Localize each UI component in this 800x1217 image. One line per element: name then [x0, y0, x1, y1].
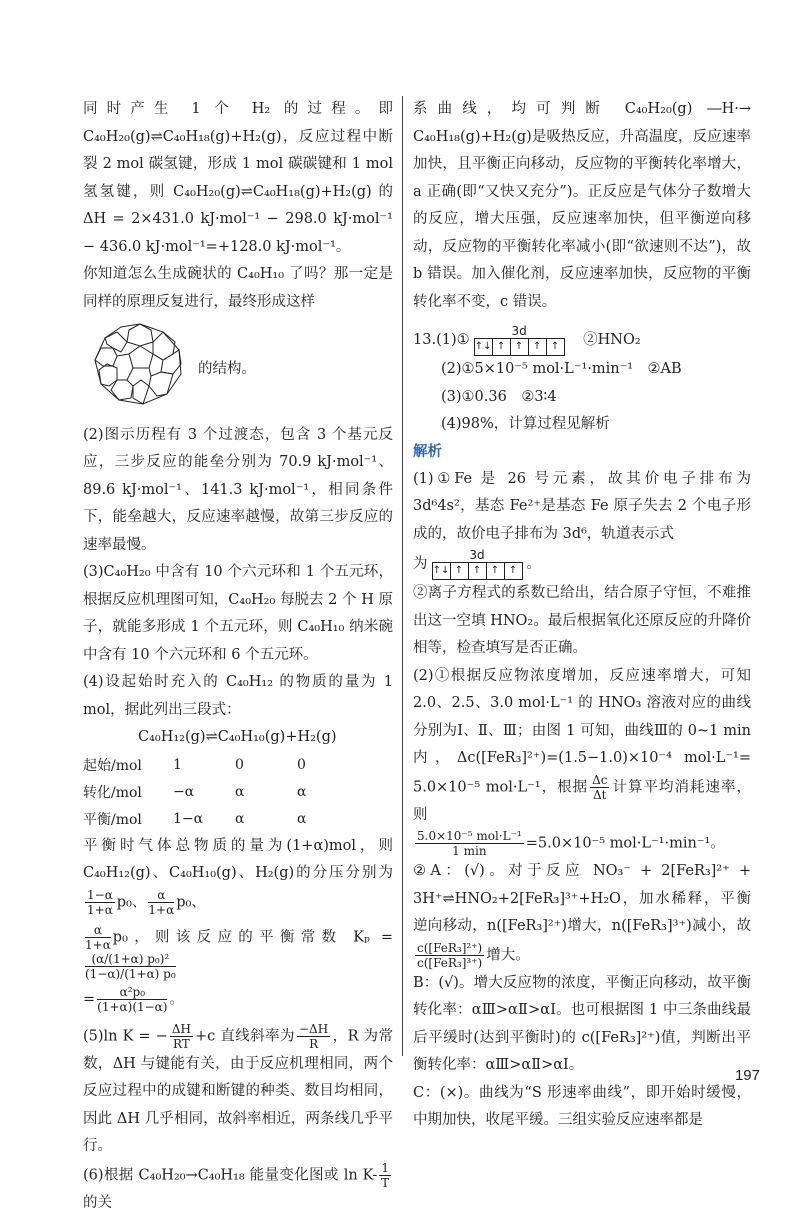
- fraction: [85, 923, 111, 952]
- left-paragraph-7: [83, 923, 393, 981]
- period: 。: [169, 991, 184, 1007]
- option-a-text: ②A：(√)。对于反应 NO₃⁻ + 2[FeR₃]²⁺ + 3H⁺⇌HNO₂+2[FeR₃]³⁺+H₂O，加水稀释，平衡逆向移动，n([FeR₃]²⁺)增大，n([FeR₃]³⁺)减小，故: [413, 863, 751, 934]
- rate-text-2: 计算平均消耗速率，则: [413, 779, 751, 823]
- fraction: [297, 1022, 330, 1051]
- fraction: [148, 888, 174, 917]
- orbital-box: ↑: [547, 339, 564, 355]
- orbital-box: ↑↓: [433, 563, 451, 579]
- cell: α: [297, 779, 359, 806]
- fraction: [415, 941, 484, 970]
- kp-text: p₀，则该反应的平衡常数 Kₚ =: [113, 929, 393, 945]
- sub-answer-label: (1)①: [436, 332, 470, 348]
- numerator: 1−α: [85, 888, 115, 903]
- hno2-answer: ②HNO₂: [583, 332, 641, 348]
- denominator: 1 min: [415, 844, 524, 858]
- denominator: 1+α: [148, 903, 174, 917]
- fraction: [85, 888, 115, 917]
- cell: 0: [297, 752, 359, 779]
- option-a-end: 增大。: [486, 947, 530, 963]
- denominator: (1+α)(1−α): [97, 1000, 167, 1014]
- left-paragraph-2-text: 你知道怎么生成碗状的 C₄₀H₁₀ 了吗？那一定是同样的原理反复进行，最终形成这样: [83, 266, 393, 310]
- left-paragraph-2: [83, 261, 393, 422]
- numerator: −ΔH: [297, 1022, 330, 1037]
- cell: −α: [173, 779, 235, 806]
- question-13-part-3: (3)①0.36 ②3∶4: [413, 384, 751, 412]
- left-paragraph-9: [83, 1022, 393, 1161]
- orbital-box: ↑: [511, 339, 529, 355]
- numerator: 1: [379, 1161, 391, 1176]
- orbital-diagram: [432, 548, 523, 580]
- cell: 0: [235, 752, 297, 779]
- orbital-box: ↑: [451, 563, 469, 579]
- analysis-paragraph-6: B：(√)。增大反应物的浓度，平衡正向移动，故平衡转化率：αⅢ>αⅡ>αⅠ。也可根据图 1 中三条曲线最后平缓时(达到平衡时)的 c([FeR₃]²⁺)值，判断出平衡转化率：αⅢ>αⅡ>αⅠ。: [413, 970, 751, 1080]
- left-paragraph-5: (4)设起始时充入的 C₄₀H₁₂ 的物质的量为 1 mol，据此列出三段式：: [83, 669, 393, 724]
- right-column: [413, 96, 751, 1135]
- question-13-part-1: [413, 324, 751, 356]
- analysis-paragraph-1: (1)①Fe 是 26 号元素，故其价电子排布为 3d⁶4s²，基态 Fe²⁺是基态 Fe 原子失去 2 个电子形成的，故价电子排布为 3d⁶，轨道表示式: [413, 466, 751, 549]
- partial-pressure-text: 平衡时气体总物质的量为(1+α)mol，则 C₄₀H₁₂(g)、C₄₀H₁₀(g)、H₂(g)的分压分别为: [83, 838, 393, 882]
- right-paragraph-1: 系曲线，均可判断 C₄₀H₂₀(g) ―H·→ C₄₀H₁₈(g)+H₂(g)是吸热反应，升高温度，反应速率加快，且平衡正向移动，反应物的平衡转化率增大，a 正确(即“又快又充分”)。正反应是气体分子数增大的反应，增大压强，反应速率加快，但平衡逆向移动，反应物的平衡转化率减小(即“欲速则不达”)，故 b 错误。加入催化剂，反应速率加快，反应物的平衡转化率不变，c 错误。: [413, 96, 751, 316]
- denominator: 1+α: [85, 938, 111, 952]
- analysis-paragraph-3: [413, 663, 751, 830]
- orbital-box: ↑: [487, 563, 505, 579]
- numerator: 5.0×10⁻⁵ mol·L⁻¹: [415, 829, 524, 844]
- row-label: 转化/mol: [83, 779, 173, 806]
- kp-fraction: [85, 952, 176, 981]
- orbital-box: ↑↓: [475, 339, 493, 355]
- denominator: R: [297, 1037, 330, 1051]
- continuation-text: 的关: [83, 1195, 112, 1211]
- rate-text: (2)①根据反应物浓度增加，反应速率增大，可知 2.0、2.5、3.0 mol·L⁻¹ 的 HNO₃ 溶液对应的曲线分别为Ⅰ、Ⅱ、Ⅲ；由图 1 可知，曲线Ⅲ的 0~1 min 内，Δc([FeR₃]²⁺)=(1.5−1.0)×10⁻⁴ mol·L⁻¹= 5.0×10⁻⁵ mol·L⁻¹，根据: [413, 668, 751, 796]
- result-fraction: [97, 985, 167, 1014]
- row-label: 平衡/mol: [83, 806, 173, 833]
- numerator: (α/(1+α) p₀)²: [85, 952, 176, 967]
- left-paragraph-4: (3)C₄₀H₂₀ 中含有 10 个六元环和 1 个五元环，根据反应机理图可知，C₄₀H₂₀ 每脱去 2 个 H 原子，就能多形成 1 个五元环，则 C₄₀H₁₀ 纳米碗中含有 10 个六元环和 6 个五元环。: [83, 559, 393, 669]
- left-paragraph-2-tail: 的结构。: [198, 361, 256, 377]
- fraction: [379, 1161, 391, 1190]
- rate-result: =5.0×10⁻⁵ mol·L⁻¹·min⁻¹。: [526, 836, 725, 852]
- left-column: [83, 96, 393, 1217]
- analysis-paragraph-2: ②离子方程式的系数已给出，结合原子守恒，不难推出这一空填 HNO₂。最后根据氧化还原反应的升降价相等，检查填写是否正确。: [413, 580, 751, 663]
- lnk-text: (5)ln K = −: [83, 1028, 168, 1044]
- numerator: ΔH: [170, 1022, 193, 1037]
- table-row: [83, 752, 359, 779]
- equilibrium-equation: C₄₀H₁₂(g)⇌C₄₀H₁₀(g)+H₂(g): [83, 724, 393, 752]
- cell: α: [235, 779, 297, 806]
- analysis-paragraph-4: [413, 829, 751, 858]
- p0-text: p₀、: [176, 894, 206, 910]
- numerator: α: [148, 888, 174, 903]
- analysis-paragraph-7: C：(×)。曲线为“S 形速率曲线”，即开始时缓慢，中期加快，收尾平缓。三组实验反应速率都是: [413, 1080, 751, 1135]
- left-paragraph-3: (2)图示历程有 3 个过渡态，包含 3 个基元反应，三步反应的能垒分别为 70.9 kJ·mol⁻¹、89.6 kJ·mol⁻¹、141.3 kJ·mol⁻¹，相同条件下，能垒越大，反应速率越慢，故第三步反应的速率最慢。: [83, 422, 393, 560]
- three-stage-table: [83, 752, 359, 833]
- analysis-paragraph-5: [413, 858, 751, 970]
- question-number: 13.: [413, 332, 436, 348]
- fraction: [415, 829, 524, 858]
- left-paragraph-10: [83, 1161, 393, 1217]
- cell: 1: [173, 752, 235, 779]
- denominator: T: [379, 1176, 391, 1190]
- denominator: (1−α)/(1+α) p₀: [85, 967, 176, 981]
- left-paragraph-1: 同时产生 1 个 H₂ 的过程。即 C₄₀H₂₀(g)⇌C₄₀H₁₈(g)+H₂(g)，反应过程中断裂 2 mol 碳氢键，形成 1 mol 碳碳键和 1 mol 氢氢键，则 C₄₀H₂₀(g)⇌C₄₀H₁₈(g)+H₂(g) 的 ΔH = 2×431.0 kJ·mol⁻¹ − 298.0 kJ·mol⁻¹ − 436.0 kJ·mol⁻¹=+128.0 kJ·mol⁻¹。: [83, 96, 393, 261]
- orbital-box: ↑: [505, 563, 522, 579]
- page-number: 197: [735, 1067, 760, 1084]
- numerator: α²p₀: [97, 985, 167, 1000]
- question-13-part-4: (4)98%，计算过程见解析: [413, 411, 751, 439]
- cell: α: [297, 806, 359, 833]
- cell: 1−α: [173, 806, 235, 833]
- denominator: Δt: [590, 788, 609, 802]
- numerator: α: [85, 923, 111, 938]
- slope-explanation: ，R 为常数，ΔH 与键能有关，由于反应机理相同，两个反应过程中的成键和断键的种类、数目均相同，因此 ΔH 几乎相同，故斜率相近，两条线几乎平行。: [83, 1028, 393, 1154]
- denominator: RT: [170, 1037, 193, 1051]
- prefix-text: 为: [413, 556, 428, 572]
- equals-sign: =: [83, 991, 95, 1007]
- orbital-label: 3d: [474, 324, 565, 338]
- orbital-label: 3d: [432, 548, 523, 562]
- denominator: 1+α: [85, 903, 115, 917]
- orbital-box: ↑: [493, 339, 511, 355]
- row-label: 起始/mol: [83, 752, 173, 779]
- orbital-diagram: [474, 324, 565, 356]
- fraction: [590, 773, 609, 802]
- orbital-box: ↑: [529, 339, 547, 355]
- analysis-heading: 解析: [413, 439, 751, 466]
- fraction: [170, 1022, 193, 1051]
- column-divider: [402, 96, 403, 1056]
- table-row: [83, 779, 359, 806]
- energy-change-text: (6)根据 C₄₀H₂₀→C₄₀H₁₈ 能量变化图或 ln K-: [83, 1167, 377, 1183]
- p0-text: p₀、: [117, 894, 147, 910]
- cell: α: [235, 806, 297, 833]
- orbital-box: ↑: [469, 563, 487, 579]
- denominator: c([FeR₃]³⁺): [415, 956, 484, 970]
- slope-text: +c 直线斜率为: [195, 1028, 295, 1044]
- nanobowl-structure-image: [83, 316, 198, 422]
- left-paragraph-6: [83, 833, 393, 917]
- analysis-orbital-line: [413, 548, 751, 580]
- question-13-part-2: (2)①5×10⁻⁵ mol·L⁻¹·min⁻¹ ②AB: [413, 356, 751, 384]
- table-row: [83, 806, 359, 833]
- numerator: c([FeR₃]²⁺): [415, 941, 484, 956]
- left-paragraph-8: [83, 985, 393, 1014]
- numerator: Δc: [590, 773, 609, 788]
- period: 。: [527, 556, 542, 572]
